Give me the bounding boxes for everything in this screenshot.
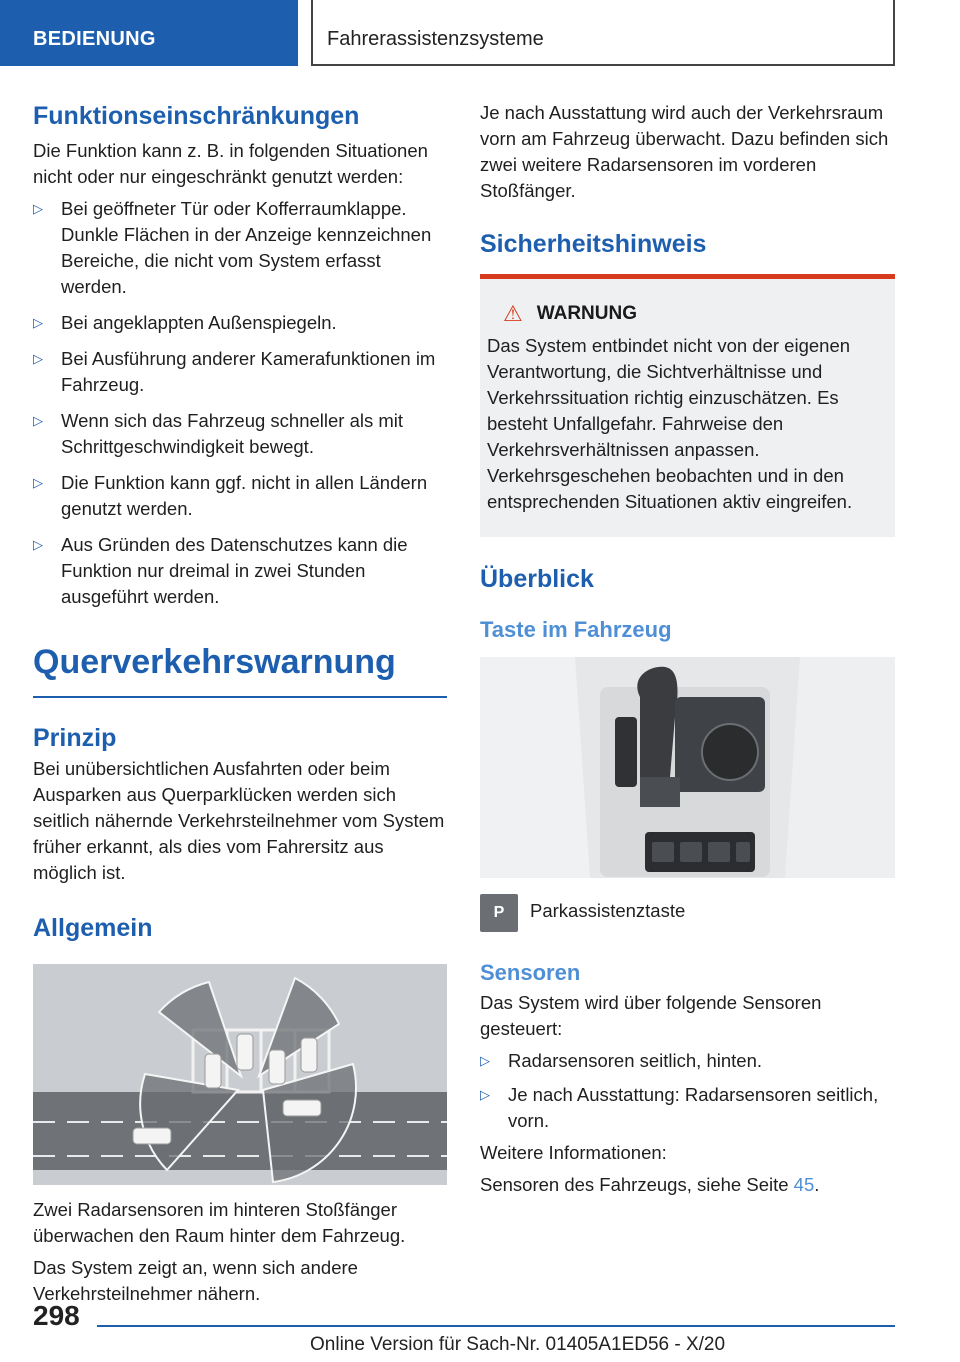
- triangle-right-icon: ▷: [33, 413, 43, 428]
- triangle-right-icon: ▷: [33, 315, 43, 330]
- warning-label: WARNUNG: [536, 303, 638, 324]
- list-item: ▷ Die Funktion kann ggf. nicht in allen Ländern genutzt werden.: [33, 472, 428, 519]
- more-info-label: Weitere Informationen:: [480, 1142, 667, 1163]
- cross-traffic-diagram: [33, 964, 447, 1185]
- button-caption: Parkassistenztaste: [530, 900, 686, 921]
- list-item: ▷ Aus Gründen des Datenschutzes kann die Funktion nur dreimal in zwei Stunden ausgeführt werden.: [33, 534, 408, 607]
- list-item: ▷ Bei angeklappten Außenspiegeln.: [33, 310, 447, 336]
- sensors-heading: Sensoren: [480, 960, 581, 985]
- general-heading: Allgemein: [33, 914, 153, 942]
- overview-heading: Überblick: [480, 565, 594, 593]
- list-item: ▷ Radarsensoren seitlich, hinten.: [480, 1048, 895, 1074]
- triangle-right-icon: ▷: [33, 537, 43, 552]
- triangle-right-icon: ▷: [480, 1053, 490, 1068]
- limits-list: [33, 196, 447, 610]
- center-console-drawing: [480, 657, 895, 878]
- cross-traffic-illustration: [33, 964, 447, 1185]
- front-monitoring-text: Je nach Ausstattung wird auch der Verkehrsraum vorn am Fahrzeug überwacht. Dazu befinden sich zwei weitere Radarsensoren im vorderen Stoßfänger.: [480, 102, 889, 201]
- header-section-tab: [0, 0, 298, 66]
- general-caption-2: Das System zeigt an, wenn sich andere Verkehrsteilnehmer nähern.: [33, 1257, 358, 1304]
- warning-triangle-icon: ⚠: [503, 301, 523, 326]
- list-item: ▷ Bei geöffneter Tür oder Kofferraumklappe. Dunkle Flächen in der Anzeige kennzeichnen Bereiche, die nicht vom System erfasst werden.: [33, 198, 432, 297]
- button-legend: [480, 894, 895, 932]
- triangle-right-icon: ▷: [33, 201, 43, 216]
- limits-intro: Die Funktion kann z. B. in folgenden Situationen nicht oder nur eingeschränkt genutzt werden:: [33, 140, 428, 187]
- sensors-reference: [480, 1172, 895, 1198]
- principle-heading: Prinzip: [33, 724, 117, 752]
- list-item: ▷ Wenn sich das Fahrzeug schneller als mit Schrittgeschwindigkeit bewegt.: [33, 410, 404, 457]
- park-assist-button-icon: P: [480, 894, 518, 932]
- reference-page-link[interactable]: 45: [793, 1174, 815, 1195]
- triangle-right-icon: ▷: [33, 351, 43, 366]
- warning-title: [503, 301, 887, 327]
- limits-heading: Funktionseinschränkungen: [33, 102, 360, 130]
- section-title: Querverkehrswarnung: [33, 643, 396, 681]
- warning-text: Das System entbindet nicht von der eigenen Verantwortung, die Sichtverhältnisse und Verkehrssituation richtig einzuschätzen. Es besteht Unfallgefahr. Fahrweise den Verkehrsverhältnissen anpassen. Verkehrsgeschehen beobachten und in den entsprechenden Situationen aktiv eingreifen.: [487, 335, 853, 512]
- general-caption-1: Zwei Radarsensoren im hinteren Stoßfänger überwachen den Raum hinter dem Fahrzeug.: [33, 1199, 406, 1246]
- list-item: ▷ Je nach Ausstattung: Radarsensoren seitlich, vorn.: [480, 1084, 879, 1131]
- right-column: [480, 100, 895, 1198]
- sensors-intro: Das System wird über folgende Sensoren gesteuert:: [480, 992, 822, 1039]
- warning-box: [480, 274, 895, 537]
- reference-end: .: [814, 1174, 820, 1195]
- footer-rule: [97, 1325, 895, 1327]
- header-chapter-box: [311, 0, 895, 66]
- reference-text: Sensoren des Fahrzeugs, siehe Seite: [480, 1174, 794, 1195]
- safety-heading: Sicherheitshinweis: [480, 230, 707, 258]
- sensors-list: [480, 1048, 895, 1134]
- triangle-right-icon: ▷: [33, 475, 43, 490]
- footer-online-version: Online Version für Sach-Nr. 01405A1ED56 - X/20: [310, 1334, 726, 1355]
- header-section-label: BEDIENUNG: [33, 28, 156, 50]
- page-number: 298: [33, 1300, 80, 1331]
- button-heading: Taste im Fahrzeug: [480, 617, 672, 642]
- center-console-photo: [480, 657, 895, 878]
- left-column: [33, 100, 447, 1307]
- list-item: ▷ Bei Ausführung anderer Kamerafunktionen im Fahrzeug.: [33, 348, 436, 395]
- header-chapter-label: Fahrerassistenzsysteme: [327, 28, 544, 50]
- triangle-right-icon: ▷: [480, 1087, 490, 1102]
- principle-text: Bei unübersichtlichen Ausfahrten oder beim Ausparken aus Querparklücken werden sich seitlich nähernde Verkehrsteilnehmer vom System früher erkannt, als dies vom Fahrersitz aus möglich ist.: [33, 758, 445, 883]
- section-rule: [33, 696, 447, 698]
